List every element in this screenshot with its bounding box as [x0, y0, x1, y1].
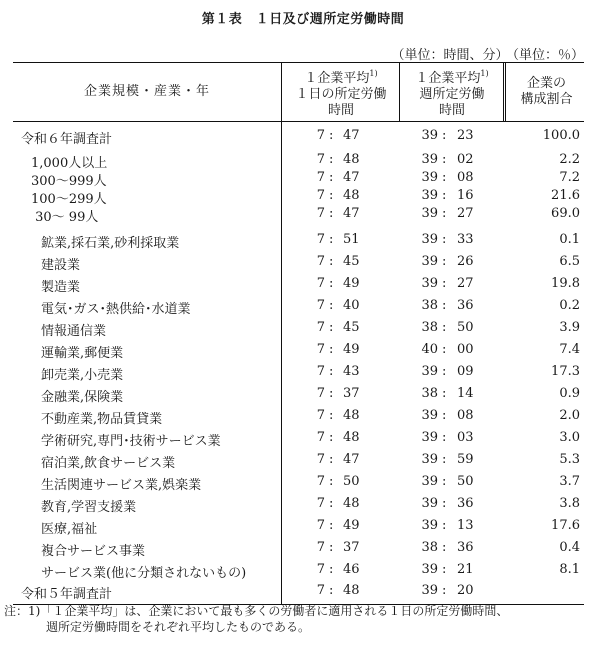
weekly-hours: 39: [421, 128, 438, 143]
weekly-minutes: 00: [457, 342, 474, 357]
table-body: [13, 122, 584, 605]
table-row: [13, 320, 584, 340]
table-header: [13, 62, 584, 122]
row-label: 300～999人: [31, 174, 107, 189]
daily-hours: 7: [316, 364, 325, 379]
time-separator: :: [442, 128, 447, 143]
share-percent: 8.1: [559, 562, 580, 577]
time-separator: :: [329, 452, 334, 467]
table-row: [13, 232, 584, 252]
time-separator: :: [329, 583, 334, 598]
daily-minutes: 48: [343, 152, 360, 167]
header-daily-hours: １企業平均$^{1)}$ １日の所定労働 時間: [281, 63, 400, 121]
weekly-minutes: 36: [457, 496, 474, 511]
row-label: 卸売業,小売業: [41, 368, 124, 383]
daily-minutes: 49: [343, 342, 360, 357]
row-label: 複合サービス事業: [41, 544, 146, 559]
weekly-minutes: 50: [457, 320, 474, 335]
row-label: 製造業: [41, 280, 81, 295]
time-separator: :: [329, 254, 334, 269]
weekly-minutes: 14: [457, 386, 474, 401]
daily-minutes: 47: [343, 128, 360, 143]
time-separator: :: [442, 364, 447, 379]
daily-hours: 7: [316, 188, 325, 203]
time-separator: :: [329, 386, 334, 401]
daily-minutes: 48: [343, 408, 360, 423]
weekly-hours: 39: [421, 276, 438, 291]
time-separator: :: [442, 452, 447, 467]
table-row: [13, 583, 584, 603]
share-percent: 17.6: [551, 518, 580, 533]
weekly-minutes: 09: [457, 364, 474, 379]
row-label: 金融業,保険業: [41, 390, 124, 405]
daily-minutes: 50: [343, 474, 360, 489]
share-percent: 3.7: [559, 474, 580, 489]
weekly-hours: 39: [421, 254, 438, 269]
time-separator: :: [442, 583, 447, 598]
daily-minutes: 43: [343, 364, 360, 379]
table-row: [13, 474, 584, 494]
daily-hours: 7: [316, 254, 325, 269]
weekly-minutes: 33: [457, 232, 474, 247]
weekly-hours: 39: [421, 583, 438, 598]
share-percent: 7.4: [559, 342, 580, 357]
daily-minutes: 45: [343, 320, 360, 335]
time-separator: :: [442, 298, 447, 313]
weekly-hours: 39: [421, 408, 438, 423]
time-separator: :: [329, 206, 334, 221]
daily-minutes: 48: [343, 188, 360, 203]
share-percent: 0.9: [559, 386, 580, 401]
row-label: 30～ 99人: [31, 210, 99, 225]
share-percent: 0.4: [559, 540, 580, 555]
time-separator: :: [329, 170, 334, 185]
weekly-hours: 39: [421, 188, 438, 203]
row-label: 1,000人以上: [31, 156, 108, 171]
daily-minutes: 47: [343, 170, 360, 185]
table-row: [13, 206, 584, 226]
daily-minutes: 48: [343, 496, 360, 511]
time-separator: :: [442, 206, 447, 221]
weekly-hours: 38: [421, 386, 438, 401]
time-separator: :: [329, 562, 334, 577]
daily-hours: 7: [316, 298, 325, 313]
table-row: [13, 408, 584, 428]
row-label: 学術研究,専門･技術サービス業: [41, 434, 221, 449]
time-separator: :: [442, 170, 447, 185]
daily-minutes: 37: [343, 386, 360, 401]
table-row: [13, 170, 584, 190]
weekly-minutes: 03: [457, 430, 474, 445]
share-percent: 0.2: [559, 298, 580, 313]
daily-hours: 7: [316, 170, 325, 185]
header-category: 企業規模・産業・年: [83, 84, 210, 99]
table-row: [13, 152, 584, 172]
time-separator: :: [329, 540, 334, 555]
share-percent: 0.1: [559, 232, 580, 247]
weekly-hours: 39: [421, 152, 438, 167]
daily-hours: 7: [316, 430, 325, 445]
weekly-minutes: 20: [457, 583, 474, 598]
weekly-hours: 39: [421, 430, 438, 445]
share-percent: 3.9: [559, 320, 580, 335]
row-label: 令和６年調査計: [21, 132, 113, 147]
weekly-minutes: 23: [457, 128, 474, 143]
table-row: [13, 298, 584, 318]
weekly-hours: 40: [421, 342, 438, 357]
share-percent: 3.8: [559, 496, 580, 511]
daily-hours: 7: [316, 206, 325, 221]
daily-hours: 7: [316, 583, 325, 598]
time-separator: :: [329, 430, 334, 445]
table-row: [13, 540, 584, 560]
row-label: 不動産業,物品賃貸業: [41, 412, 163, 427]
daily-hours: 7: [316, 342, 325, 357]
time-separator: :: [329, 474, 334, 489]
time-separator: :: [442, 342, 447, 357]
table-row: [13, 562, 584, 582]
daily-hours: 7: [316, 474, 325, 489]
time-separator: :: [442, 276, 447, 291]
table-row: [13, 254, 584, 274]
share-percent: 3.0: [559, 430, 580, 445]
time-separator: :: [329, 408, 334, 423]
daily-minutes: 48: [343, 583, 360, 598]
daily-minutes: 51: [343, 232, 360, 247]
daily-minutes: 49: [343, 276, 360, 291]
time-separator: :: [442, 430, 447, 445]
working-hours-table: [13, 62, 584, 605]
time-separator: :: [442, 518, 447, 533]
daily-hours: 7: [316, 452, 325, 467]
table-row: [13, 452, 584, 472]
weekly-hours: 39: [421, 364, 438, 379]
weekly-hours: 38: [421, 540, 438, 555]
table-row: [13, 128, 584, 148]
weekly-minutes: 50: [457, 474, 474, 489]
time-separator: :: [329, 364, 334, 379]
row-label: 100～299人: [31, 192, 107, 207]
daily-minutes: 45: [343, 254, 360, 269]
row-label: 情報通信業: [41, 324, 107, 339]
time-separator: :: [442, 188, 447, 203]
time-separator: :: [329, 276, 334, 291]
time-separator: :: [329, 320, 334, 335]
share-percent: 17.3: [551, 364, 580, 379]
row-label: 生活関連サービス業,娯楽業: [41, 478, 202, 493]
unit-time: （単位：時間、分）: [391, 48, 509, 63]
share-percent: 5.3: [559, 452, 580, 467]
weekly-minutes: 13: [457, 518, 474, 533]
row-label: 医療,福祉: [41, 522, 98, 537]
share-percent: 69.0: [551, 206, 580, 221]
table-row: [13, 430, 584, 450]
row-label: 教育,学習支援業: [41, 500, 137, 515]
share-percent: 2.0: [559, 408, 580, 423]
weekly-minutes: 26: [457, 254, 474, 269]
unit-labels: [387, 44, 584, 63]
daily-hours: 7: [316, 386, 325, 401]
time-separator: :: [442, 254, 447, 269]
time-separator: :: [329, 152, 334, 167]
share-percent: 2.2: [559, 152, 580, 167]
weekly-hours: 39: [421, 518, 438, 533]
daily-minutes: 48: [343, 430, 360, 445]
daily-hours: 7: [316, 540, 325, 555]
weekly-hours: 38: [421, 320, 438, 335]
time-separator: :: [442, 152, 447, 167]
daily-hours: 7: [316, 408, 325, 423]
time-separator: :: [329, 298, 334, 313]
daily-hours: 7: [316, 152, 325, 167]
share-percent: 7.2: [559, 170, 580, 185]
footnote-marker: 1): [480, 68, 489, 78]
weekly-minutes: 21: [457, 562, 474, 577]
daily-hours: 7: [316, 232, 325, 247]
header-share: 企業の 構成割合: [503, 63, 587, 121]
row-label: 建設業: [41, 258, 81, 273]
time-separator: :: [442, 474, 447, 489]
daily-hours: 7: [316, 320, 325, 335]
time-separator: :: [442, 496, 447, 511]
unit-percent: （単位：％）: [512, 48, 584, 63]
time-separator: :: [329, 496, 334, 511]
time-separator: :: [442, 562, 447, 577]
weekly-hours: 39: [421, 496, 438, 511]
weekly-hours: 39: [421, 474, 438, 489]
time-separator: :: [329, 128, 334, 143]
table-title: 第１表 １日及び週所定労働時間: [201, 12, 405, 27]
daily-minutes: 40: [343, 298, 360, 313]
time-separator: :: [442, 320, 447, 335]
daily-hours: 7: [316, 128, 325, 143]
weekly-minutes: 59: [457, 452, 474, 467]
table-row: [13, 518, 584, 538]
weekly-minutes: 08: [457, 408, 474, 423]
weekly-minutes: 16: [457, 188, 474, 203]
daily-minutes: 47: [343, 206, 360, 221]
table-row: [13, 386, 584, 406]
daily-minutes: 47: [343, 452, 360, 467]
footnote-marker: 1): [369, 68, 378, 78]
daily-minutes: 46: [343, 562, 360, 577]
daily-hours: 7: [316, 562, 325, 577]
daily-hours: 7: [316, 496, 325, 511]
table-row: [13, 342, 584, 362]
row-label: 電気･ガス･熱供給･水道業: [41, 302, 191, 317]
daily-minutes: 37: [343, 540, 360, 555]
table-row: [13, 188, 584, 208]
share-percent: 6.5: [559, 254, 580, 269]
weekly-hours: 39: [421, 232, 438, 247]
footnote: 注：1)「１企業平均」は、企業において最も多くの労働者に適用される１日の所定労働時間、 週所定労働時間をそれぞれ平均したものである。: [4, 604, 509, 634]
row-label: 運輸業,郵便業: [41, 346, 124, 361]
time-separator: :: [442, 232, 447, 247]
daily-hours: 7: [316, 276, 325, 291]
row-label: サービス業(他に分類されないもの): [41, 566, 247, 581]
weekly-minutes: 27: [457, 276, 474, 291]
weekly-hours: 39: [421, 452, 438, 467]
time-separator: :: [442, 540, 447, 555]
weekly-minutes: 08: [457, 170, 474, 185]
weekly-minutes: 36: [457, 540, 474, 555]
time-separator: :: [442, 408, 447, 423]
share-percent: 100.0: [542, 128, 580, 143]
table-row: [13, 276, 584, 296]
time-separator: :: [329, 232, 334, 247]
table-row: [13, 496, 584, 516]
header-weekly-hours: １企業平均$^{1)}$ 週所定労働 時間: [399, 63, 504, 121]
share-percent: 21.6: [551, 188, 580, 203]
weekly-hours: 39: [421, 206, 438, 221]
daily-hours: 7: [316, 518, 325, 533]
daily-minutes: 49: [343, 518, 360, 533]
time-separator: :: [329, 188, 334, 203]
weekly-hours: 38: [421, 298, 438, 313]
weekly-hours: 39: [421, 562, 438, 577]
time-separator: :: [329, 518, 334, 533]
weekly-hours: 39: [421, 170, 438, 185]
weekly-minutes: 27: [457, 206, 474, 221]
weekly-minutes: 02: [457, 152, 474, 167]
weekly-minutes: 36: [457, 298, 474, 313]
row-label: 鉱業,採石業,砂利採取業: [41, 236, 180, 251]
time-separator: :: [442, 386, 447, 401]
table-row: [13, 364, 584, 384]
row-label: 宿泊業,飲食サービス業: [41, 456, 176, 471]
time-separator: :: [329, 342, 334, 357]
share-percent: 19.8: [551, 276, 580, 291]
row-label: 令和５年調査計: [21, 587, 113, 602]
